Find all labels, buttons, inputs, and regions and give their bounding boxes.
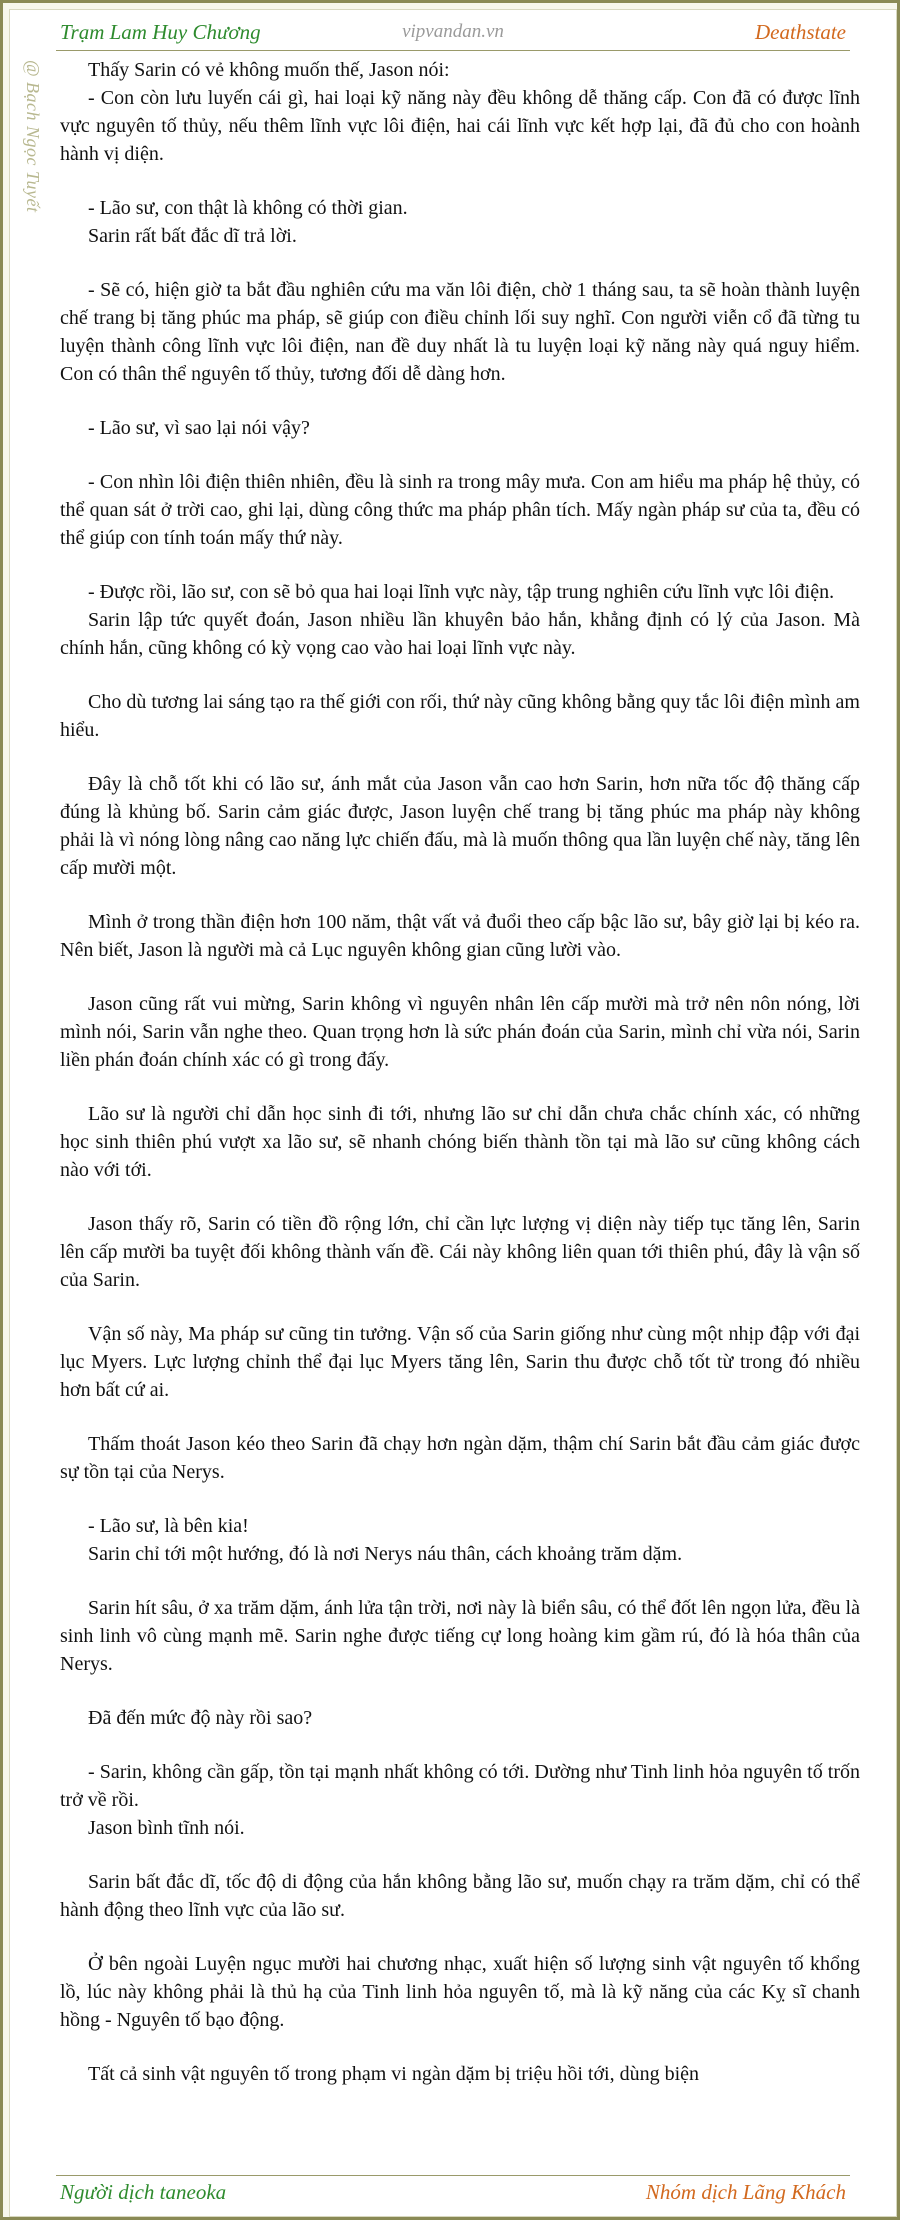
page-header — [56, 16, 850, 51]
paragraph: Sarin rất bất đắc dĩ trả lời. — [88, 225, 297, 247]
page-footer — [56, 2175, 850, 2210]
paragraph: - Con nhìn lôi điện thiên nhiên, đều là sinh ra trong mây mưa. Con am hiểu ma pháp hệ thủy, có thể quan sát ở trời cao, ghi lại, dùng công thức ma pháp phân tích. Mấy ngàn pháp sư của ta, đều có thể giúp con tính toán mấy thứ này. — [60, 471, 860, 549]
header-author: Deathstate — [755, 20, 846, 44]
paragraph: Sarin bất đắc dĩ, tốc độ di động của hắn không bằng lão sư, muốn chạy ra trăm dặm, chỉ có thể hành động theo lĩnh vực của lão sư. — [60, 1871, 860, 1921]
paragraph: Lão sư là người chỉ dẫn học sinh đi tới, nhưng lão sư chỉ dẫn chưa chắc chính xác, có những học sinh thiên phú vượt xa lão sư, sẽ nhanh chóng biến thành tồn tại mà lão sư cũng không cách nào với tới. — [60, 1103, 860, 1181]
header-url: vipvandan.vn — [402, 21, 504, 42]
paragraph: Sarin lập tức quyết đoán, Jason nhiều lần khuyên bảo hắn, khẳng định có lý của Jason. Mà chính hắn, cũng không có kỳ vọng cao vào hai loại lĩnh vực này. — [60, 609, 860, 659]
footer-group: Nhóm dịch Lãng Khách — [645, 2180, 846, 2204]
paragraph: - Lão sư, vì sao lại nói vậy? — [88, 417, 310, 439]
side-watermark: @ Bạch Ngọc Tuyết — [23, 60, 43, 213]
page — [9, 9, 897, 2217]
chapter-text — [60, 56, 860, 2088]
paragraph: - Được rồi, lão sư, con sẽ bỏ qua hai loại lĩnh vực này, tập trung nghiên cứu lĩnh vực lôi điện. — [88, 581, 835, 603]
paragraph: Cho dù tương lai sáng tạo ra thế giới con rối, thứ này cũng không bằng quy tắc lôi điện mình am hiểu. — [60, 691, 860, 741]
paragraph: - Lão sư, là bên kia! — [88, 1515, 249, 1537]
paragraph: - Sẽ có, hiện giờ ta bắt đầu nghiên cứu ma văn lôi điện, chờ 1 tháng sau, ta sẽ hoàn thành luyện chế trang bị tăng phúc ma pháp, sẽ giúp con điều chỉnh lối suy nghĩ. Con người viễn cổ đã từng tu luyện thành công lĩnh vực lôi điện, nan đề duy nhất là tu luyện loại kỹ năng này quá nguy hiểm. Con có thân thể nguyên tố thủy, tương đối dễ dàng hơn. — [60, 279, 860, 385]
header-site-name: Trạm Lam Huy Chương — [60, 20, 261, 44]
paragraph: - Con còn lưu luyến cái gì, hai loại kỹ năng này đều không dễ thăng cấp. Con đã có được lĩnh vực nguyên tố thủy, nếu thêm lĩnh vực lôi điện, hai cái lĩnh vực kết hợp lại, đã đủ cho con hoành hành vị diện. — [60, 87, 860, 165]
paragraph: Thấy Sarin có vẻ không muốn thế, Jason nói: — [88, 59, 450, 81]
paragraph: Jason bình tĩnh nói. — [88, 1817, 245, 1839]
paragraph: - Sarin, không cần gấp, tồn tại mạnh nhất không có tới. Dường như Tinh linh hỏa nguyên tố trốn trở về rồi. — [60, 1761, 860, 1811]
paragraph: Mình ở trong thần điện hơn 100 năm, thật vất vả đuổi theo cấp bậc lão sư, bây giờ lại bị kéo ra. Nên biết, Jason là người mà cả Lục nguyên không gian cũng lười vào. — [60, 911, 860, 961]
paragraph: Sarin chỉ tới một hướng, đó là nơi Nerys náu thân, cách khoảng trăm dặm. — [88, 1543, 683, 1565]
paragraph: Jason thấy rõ, Sarin có tiền đồ rộng lớn, chỉ cần lực lượng vị diện này tiếp tục tăng lên, Sarin lên cấp mười ba tuyệt đối không thành vấn đề. Cái này không liên quan tới thiên phú, đây là vận số của Sarin. — [60, 1213, 860, 1291]
paragraph: - Lão sư, con thật là không có thời gian. — [88, 197, 408, 219]
paragraph: Tất cả sinh vật nguyên tố trong phạm vi ngàn dặm bị triệu hồi tới, dùng biện — [88, 2063, 700, 2085]
paragraph: Thấm thoát Jason kéo theo Sarin đã chạy hơn ngàn dặm, thậm chí Sarin bắt đầu cảm giác được sự tồn tại của Nerys. — [60, 1433, 860, 1483]
paragraph: Ở bên ngoài Luyện ngục mười hai chương nhạc, xuất hiện số lượng sinh vật nguyên tố khổng lồ, lúc này không phải là thủ hạ của Tinh linh hỏa nguyên tố, mà là kỹ năng của các Kỵ sĩ chanh hồng - Nguyên tố bạo động. — [60, 1953, 860, 2031]
paragraph: Sarin hít sâu, ở xa trăm dặm, ánh lửa tận trời, nơi này là biển sâu, có thể đốt lên ngọn lửa, đều là sinh linh vô cùng mạnh mẽ. Sarin nghe được tiếng cự long hoàng kim gầm rú, đó là hóa thân của Nerys. — [60, 1597, 860, 1675]
paragraph: Vận số này, Ma pháp sư cũng tin tưởng. Vận số của Sarin giống như cùng một nhịp đập với đại lục Myers. Lực lượng chỉnh thể đại lục Myers tăng lên, Sarin thu được chỗ tốt từ trong đó nhiều hơn bất cứ ai. — [60, 1323, 860, 1401]
paragraph: Jason cũng rất vui mừng, Sarin không vì nguyên nhân lên cấp mười mà trở nên nôn nóng, lời mình nói, Sarin vẫn nghe theo. Quan trọng hơn là sức phán đoán của Sarin, mình chỉ vừa nói, Sarin liền phán đoán chính xác có gì trong đấy. — [60, 993, 860, 1071]
paragraph: Đây là chỗ tốt khi có lão sư, ánh mắt của Jason vẫn cao hơn Sarin, hơn nữa tốc độ thăng cấp đúng là khủng bố. Sarin cảm giác được, Jason luyện chế trang bị tăng phúc ma pháp này không phải là vì nóng lòng nâng cao năng lực chiến đấu, mà là muốn thông qua lần luyện chế này, tăng lên cấp mười một. — [60, 773, 860, 879]
paragraph: Đã đến mức độ này rồi sao? — [88, 1707, 313, 1729]
footer-translator: Người dịch taneoka — [60, 2180, 227, 2204]
